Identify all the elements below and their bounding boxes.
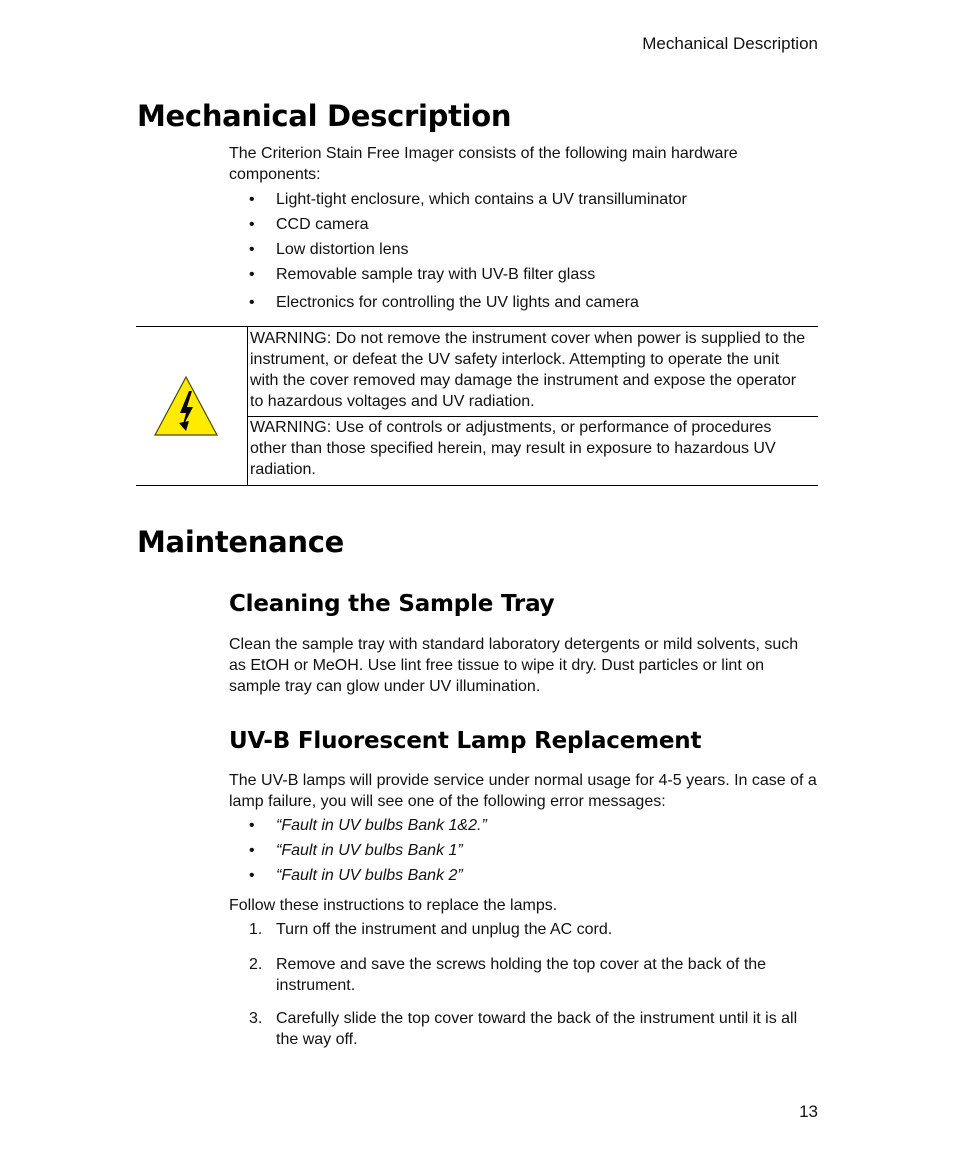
step-number: 3. [249,1010,263,1027]
bullet: • [249,842,255,859]
list-item: • “Fault in UV bulbs Bank 1&2.” [249,817,487,834]
bullet: • [249,216,255,233]
lamp-intro: The UV-B lamps will provide service under normal usage for 4-5 years. In case of a lamp failure, you will see one of the following error messages: [229,772,817,810]
list-item: • Electronics for controlling the UV lights and camera [249,294,639,311]
list-item: • CCD camera [249,216,369,233]
component-list [229,189,819,317]
step-number: 1. [249,921,263,938]
subsection-title-cleaning: Cleaning the Sample Tray [229,591,555,617]
list-item: • Light-tight enclosure, which contains a UV transilluminator [249,191,687,208]
follow-instructions: Follow these instructions to replace the lamps. [229,897,558,914]
bullet: • [249,241,255,258]
warning-text-cover: WARNING: Do not remove the instrument cover when power is supplied to the instrument, or defeat the UV safety interlock. Attempting to operate the unit with the cover removed may damage the instrument and expose the operator to hazardous voltages and UV radiation. [250,330,806,410]
running-header: Mechanical Description [642,34,818,53]
error-message-list [229,815,819,890]
warning-icon-cell [136,327,248,485]
bullet: • [249,191,255,208]
mechanical-intro: The Criterion Stain Free Imager consists of the following main hardware components: [229,145,738,183]
high-voltage-warning-icon [153,373,219,439]
section-title-maintenance: Maintenance [137,525,344,559]
replacement-steps [229,919,819,1050]
list-item: 3. Carefully slide the top cover toward the back of the instrument until it is all the way off. [249,1010,798,1048]
list-item: 1. Turn off the instrument and unplug the AC cord. [249,921,613,938]
bullet: • [249,817,255,834]
warning-table [136,326,818,486]
list-item: 2. Remove and save the screws holding the top cover at the back of the instrument. [249,956,767,994]
warning-text-controls: WARNING: Use of controls or adjustments, or performance of procedures other than those specified herein, may result in exposure to hazardous UV radiation. [250,419,776,478]
bullet: • [249,867,255,884]
list-item: • Low distortion lens [249,241,409,258]
step-number: 2. [249,956,263,973]
section-title-mechanical: Mechanical Description [137,99,512,133]
list-item: • “Fault in UV bulbs Bank 2” [249,867,463,884]
list-item: • Removable sample tray with UV-B filter glass [249,266,596,283]
page-number: 13 [799,1102,818,1121]
bullet: • [249,294,255,311]
cleaning-text: Clean the sample tray with standard laboratory detergents or mild solvents, such as EtOH or MeOH. Use lint free tissue to wipe it dry. Dust particles or lint on sample tray can glow under UV illumination. [229,636,799,695]
bullet: • [249,266,255,283]
subsection-title-lamp: UV-B Fluorescent Lamp Replacement [229,728,702,754]
list-item: • “Fault in UV bulbs Bank 1” [249,842,463,859]
